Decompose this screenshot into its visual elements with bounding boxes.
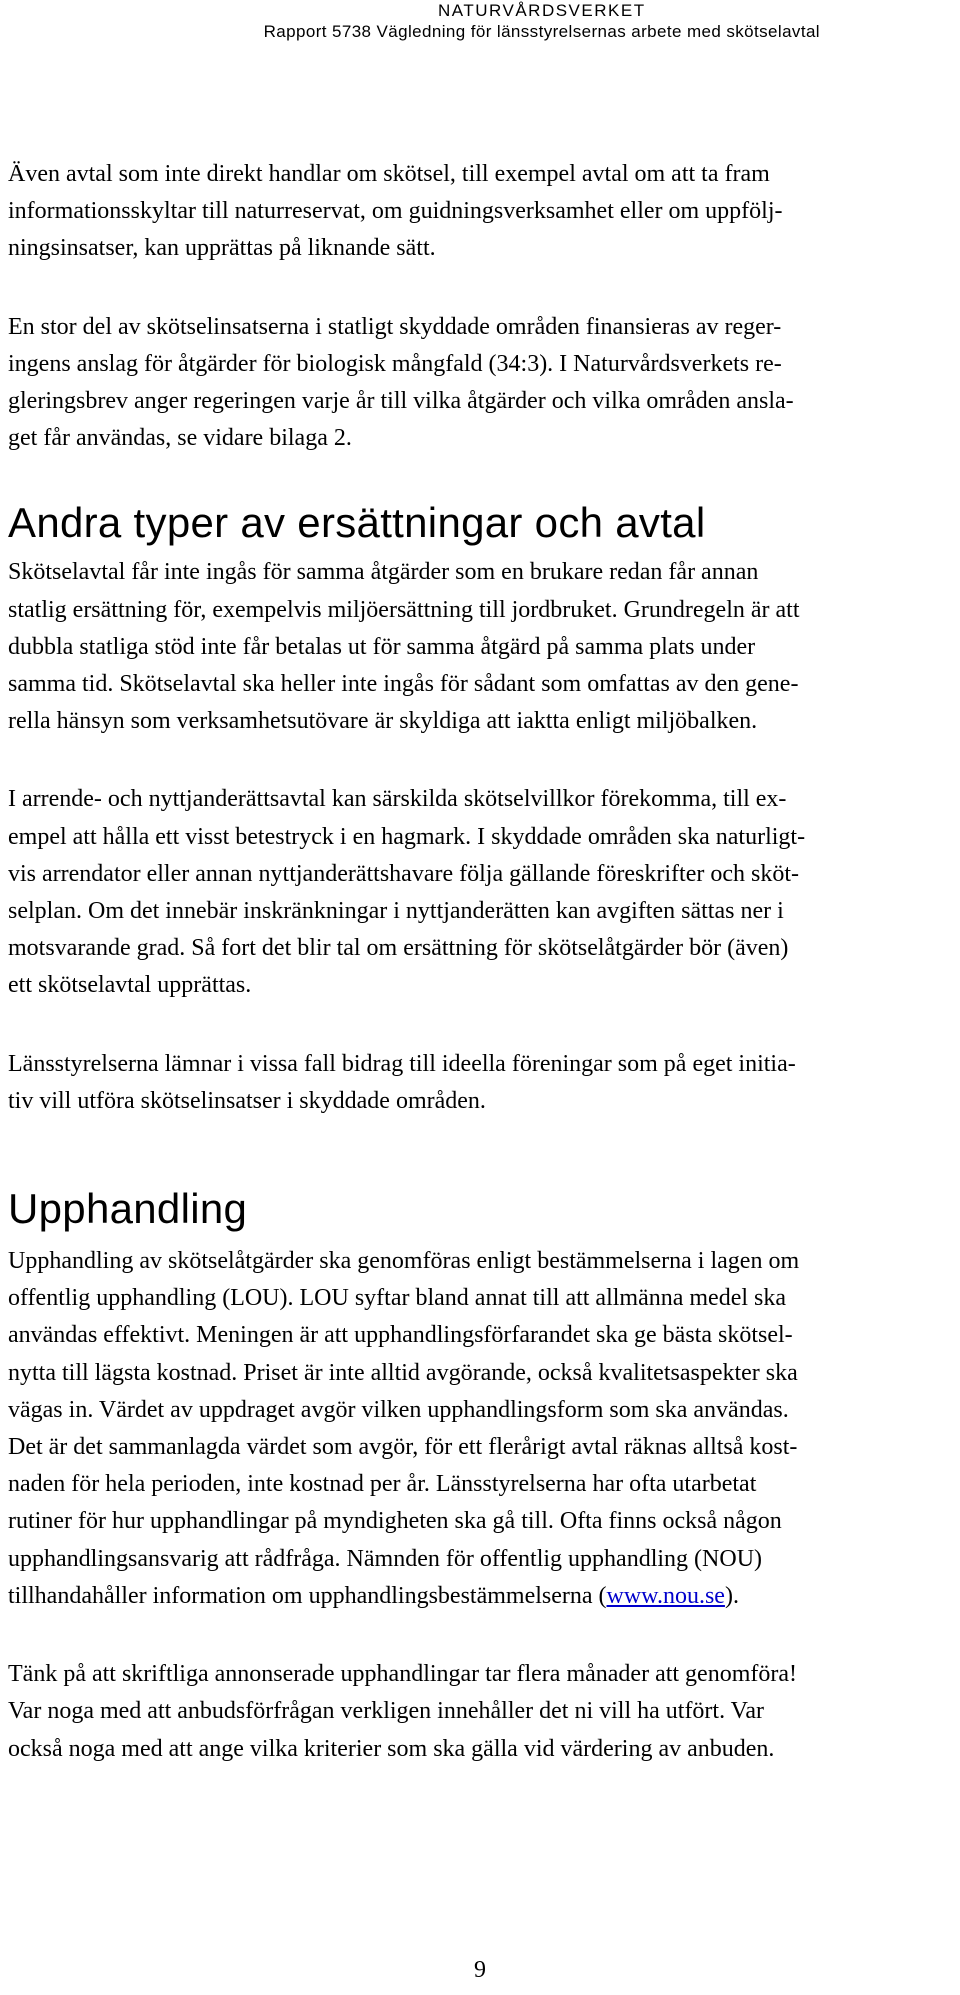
section-heading-upphandling: Upphandling — [8, 1185, 248, 1233]
text-line: gleringsbrev anger regeringen varje år till vilka åtgärder och vilka områden ansla- — [8, 388, 794, 415]
page-header — [264, 0, 820, 42]
text-line: offentlig upphandling (LOU). LOU syftar bland annat till att allmänna medel ska — [8, 1285, 787, 1312]
text-line: ingens anslag för åtgärder för biologisk mångfald (34:3). I Naturvårdsverkets re- — [8, 350, 782, 377]
header-report-title: Rapport 5738 Vägledning för länsstyrelsernas arbete med skötselavtal — [263, 22, 820, 41]
text-line: selplan. Om det innebär inskränkningar i nyttjanderätten kan avgiften sättas ner i — [8, 898, 784, 925]
text-line: Även avtal som inte direkt handlar om skötsel, till exempel avtal om att ta fram — [8, 161, 770, 187]
text-line: statlig ersättning för, exempelvis miljöersättning till jordbruket. Grundregeln är att — [8, 596, 800, 623]
text-line: samma tid. Skötselavtal ska heller inte ingås för sådant som omfattas av den gene- — [8, 671, 799, 698]
text-line: nytta till lägsta kostnad. Priset är inte alltid avgörande, också kvalitetsaspekter ska — [8, 1359, 798, 1386]
text-line: användas effektivt. Meningen är att upphandlingsförfarandet ska ge bästa skötsel- — [8, 1322, 793, 1349]
text-line: Länsstyrelserna lämnar i vissa fall bidrag till ideella föreningar som på eget initia- — [8, 1050, 796, 1077]
text-line: ett skötselavtal upprättas. — [8, 972, 252, 999]
paragraph — [8, 309, 948, 458]
text-line: upphandlingsansvarig att rådfråga. Nämnden för offentlig upphandling (NOU) — [8, 1545, 763, 1572]
section-heading-andra-typer: Andra typer av ersättningar och avtal — [8, 499, 706, 547]
text-line: vägas in. Värdet av uppdraget avgör vilken upphandlingsform som ska användas. — [8, 1396, 789, 1423]
paragraph — [8, 781, 948, 1004]
text-line: Tänk på att skriftliga annonserade upphandlingar tar flera månader att genomföra! — [8, 1661, 797, 1688]
text-line: också noga med att ange vilka kriterier som ska gälla vid värdering av anbuden. — [8, 1735, 775, 1762]
text-line: rella hänsyn som verksamhetsutövare är skyldiga att iaktta enligt miljöbalken. — [8, 708, 758, 735]
text-line — [8, 1578, 948, 1615]
text-line: Det är det sammanlagda värdet som avgör, för ett flerårigt avtal räknas alltså kost- — [8, 1434, 798, 1461]
paragraph — [8, 1046, 948, 1120]
page-number: 9 — [474, 1957, 486, 1983]
text-line: tiv vill utföra skötselinsatser i skyddade områden. — [8, 1087, 486, 1114]
text-segment: tillhandahåller information om upphandlingsbestämmelserna ( — [8, 1582, 607, 1609]
paragraph — [8, 156, 948, 268]
document-body — [8, 156, 948, 1809]
text-line: Skötselavtal får inte ingås för samma åtgärder som en brukare redan får annan — [8, 559, 759, 586]
text-line: dubbla statliga stöd inte får betalas ut för samma åtgärd på samma plats under — [8, 633, 756, 660]
text-segment: ). — [724, 1582, 739, 1609]
nou-website-link[interactable]: www.nou.se — [606, 1582, 725, 1609]
text-line: ningsinsatser, kan upprättas på liknande sätt. — [8, 235, 436, 262]
text-line: informationsskyltar till naturreservat, om guidningsverksamhet eller om uppfölj- — [8, 198, 783, 225]
text-line: En stor del av skötselinsatserna i statligt skyddade områden finansieras av reger- — [8, 313, 782, 340]
header-organization: NATURVÅRDSVERKET — [438, 1, 646, 20]
paragraph — [8, 1656, 948, 1768]
paragraph — [8, 1243, 948, 1615]
text-line: vis arrendator eller annan nyttjanderättshavare följa gällande föreskrifter och sköt- — [8, 860, 799, 887]
text-line: rutiner för hur upphandlingar på myndigheten ska gå till. Ofta finns också någon — [8, 1508, 782, 1535]
text-line: naden för hela perioden, inte kostnad per år. Länsstyrelserna har ofta utarbetat — [8, 1471, 757, 1498]
text-line: Var noga med att anbudsförfrågan verkligen innehåller det ni vill ha utfört. Var — [8, 1698, 764, 1725]
text-line: get får användas, se vidare bilaga 2. — [8, 425, 352, 452]
text-line: motsvarande grad. Så fort det blir tal om ersättning för skötselåtgärder bör (även) — [8, 935, 789, 962]
paragraph — [8, 554, 948, 740]
text-line: Upphandling av skötselåtgärder ska genomföras enligt bestämmelserna i lagen om — [8, 1248, 800, 1275]
text-line: I arrende- och nyttjanderättsavtal kan särskilda skötselvillkor förekomma, till ex- — [8, 786, 787, 813]
text-line: empel att hålla ett visst betestryck i en hagmark. I skyddade områden ska naturligt- — [8, 823, 806, 850]
